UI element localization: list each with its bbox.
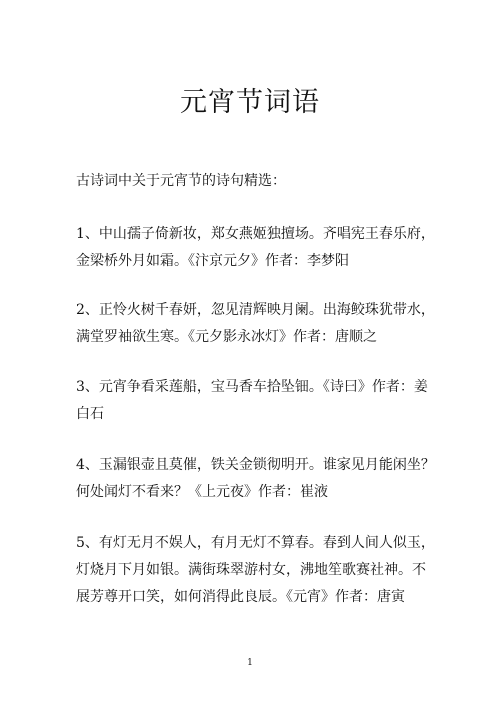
poem-line: 4、玉漏银壶且莫催，铁关金锁彻明开。谁家见月能闲坐？ (76, 457, 435, 473)
poem-line: 白石 (76, 406, 104, 422)
poem-entry-1 (76, 221, 435, 275)
poem-line: 灯烧月下月如银。满街珠翠游村女，沸地笙歌赛社神。不 (76, 562, 426, 578)
poem-line: 何处闻灯不看来？《上元夜》作者：崔液 (76, 484, 328, 500)
poem-line: 金梁桥外月如霜。《汴京元夕》作者：李梦阳 (76, 253, 349, 269)
intro-text: 古诗词中关于元宵节的诗句精选： (76, 173, 286, 189)
poem-line: 3、元宵争看采莲船，宝马香车拾坠钿。《诗曰》作者：姜 (76, 379, 428, 395)
page-number: 1 (247, 658, 253, 668)
poem-line: 1、中山孺子倚新妆，郑女燕姬独擅场。齐唱宪王春乐府， (76, 226, 435, 242)
poem-line: 展芳尊开口笑，如何消得此良辰。《元宵》作者：唐寅 (76, 589, 405, 605)
poem-entry-2 (76, 297, 435, 351)
page-title: 元宵节词语 (180, 87, 320, 118)
poem-line: 5、有灯无月不娱人，有月无灯不算春。春到人间人似玉， (76, 535, 435, 551)
poem-entry-4 (76, 452, 435, 506)
poem-entry-5 (76, 530, 435, 611)
poem-line: 满堂罗袖欲生寒。《元夕影永冰灯》作者：唐顺之 (76, 329, 377, 345)
poem-entry-3 (76, 374, 428, 428)
poem-line: 2、正怜火树千春妍，忽见清辉映月阑。出海鲛珠犹带水， (76, 302, 435, 318)
